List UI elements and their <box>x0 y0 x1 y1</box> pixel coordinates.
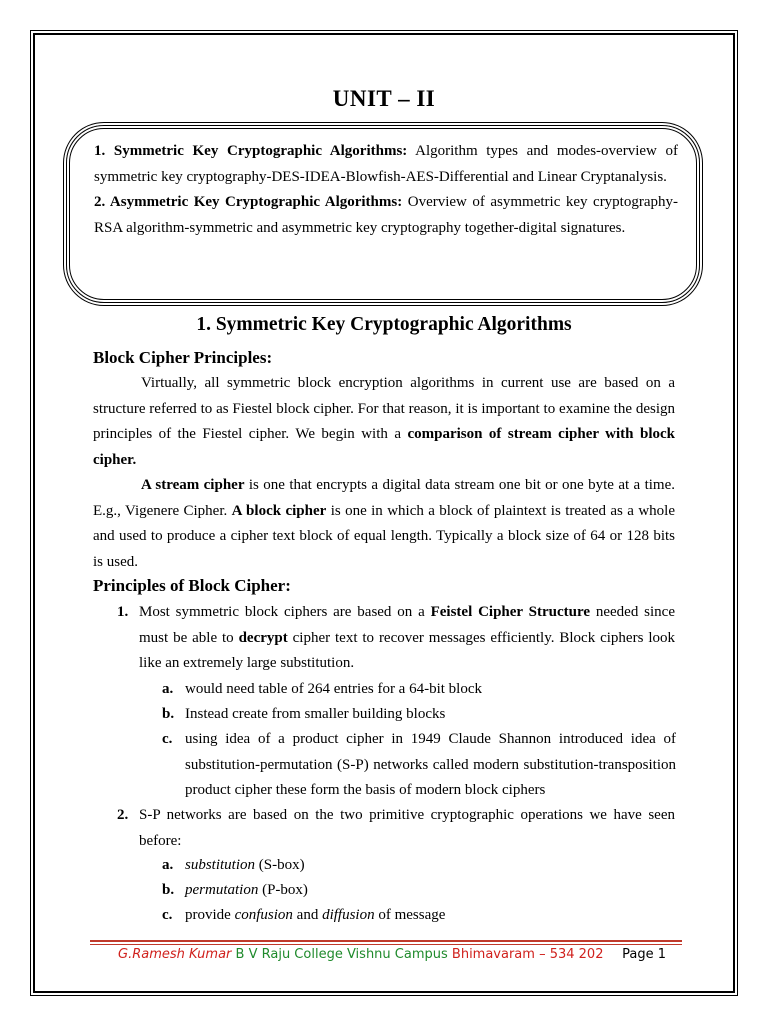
paragraph-stream-block <box>93 473 675 576</box>
sub-item-1b <box>162 702 676 728</box>
block-cipher-term: A block cipher <box>231 502 327 519</box>
paragraph-fiestel-bold: comparison of stream cipher with block cipher. <box>93 426 675 469</box>
footer-author: G.Ramesh Kumar <box>118 947 232 962</box>
principle-item-1-text <box>139 600 675 677</box>
stream-cipher-term: A stream cipher <box>141 477 245 493</box>
section-heading: 1. Symmetric Key Cryptographic Algorithms <box>196 314 572 335</box>
sub-item-2a <box>162 853 676 879</box>
sub-item-2c-letter: c. <box>162 907 173 923</box>
footer-rule-top <box>90 940 682 942</box>
footer-college: B V Raju College Vishnu Campus <box>231 947 452 962</box>
sub-item-2b <box>162 878 676 904</box>
sub-item-1c-letter: c. <box>162 731 173 747</box>
paragraph-fiestel-text: Virtually, all symmetric block encryption algorithms in current use are based on a structure referred to as Fiestel block cipher. For that reason, it is important to examine the design principles of the Fiestel cipher. We begin with a <box>93 375 675 443</box>
principle-item-1 <box>93 600 675 677</box>
diffusion-term: diffusion <box>322 907 375 923</box>
sub-item-2a-text <box>185 853 676 879</box>
principle-item-2-text: S-P networks are based on the two primitive cryptographic operations we have seen before: <box>139 807 675 849</box>
principle-item-1-t3: cipher text to recover messages efficiently. Block ciphers look like an extremely large substitution. <box>139 629 675 672</box>
principles-of-block-cipher-heading: Principles of Block Cipher: <box>93 576 291 595</box>
principle-item-1-t2: needed since must be able to <box>139 604 675 646</box>
sub-item-2a-suffix: (S-box) <box>255 857 305 873</box>
permutation-term: permutation <box>185 882 259 898</box>
confusion-term: confusion <box>234 907 293 923</box>
sub-item-2c-text <box>185 903 676 929</box>
sub-item-1c-text: using idea of a product cipher in 1949 Claude Shannon introduced idea of substitution-permutation (S-P) networks called modern substitution-transposition product cipher these form the basis of modern block ciphers <box>185 731 676 799</box>
footer-rule-bottom <box>90 944 682 945</box>
sub-item-1a-text: would need table of 264 entries for a 64-bit block <box>185 681 482 697</box>
footer-city: Bhimavaram – 534 202 <box>451 947 604 962</box>
substitution-term: substitution <box>185 857 256 873</box>
syllabus-item-1 <box>94 139 678 190</box>
sub-item-2c-t2: and <box>292 907 323 923</box>
sub-item-1c <box>162 727 676 804</box>
syllabus-item-2-text: Overview of asymmetric key cryptography-RSA algorithm-symmetric and asymmetric key cryptography together-digital signatures. <box>94 194 679 236</box>
paragraph-fiestel <box>93 371 675 474</box>
principle-item-2-number: 2. <box>117 807 129 823</box>
sub-item-2c-t3: of message <box>374 907 446 923</box>
footer-page-number: Page 1 <box>622 947 666 962</box>
sub-item-1a <box>162 677 676 703</box>
syllabus-item-1-text: Algorithm types and modes-overview of symmetric key cryptography-DES-IDEA-Blowfish-AES-Differential and Linear Cryptanalysis. <box>94 143 678 185</box>
block-cipher-principles-heading: Block Cipher Principles: <box>93 348 273 367</box>
page-footer <box>118 947 666 962</box>
principle-item-1-number: 1. <box>117 604 129 620</box>
sub-item-2c-t1: provide <box>185 907 235 923</box>
sub-item-2c <box>162 903 676 929</box>
block-cipher-def: is one in which a block of plaintext is treated as a whole and used to produce a cipher text block of equal length. Typically a block size of 64 or 128 bits is used. <box>93 502 676 571</box>
feistel-cipher-structure-term: Feistel Cipher Structure <box>430 604 591 620</box>
sub-item-2b-text <box>185 878 676 904</box>
sub-item-1b-text: Instead create from smaller building blocks <box>185 706 446 722</box>
syllabus-item-1-label: 1. Symmetric Key Cryptographic Algorithms: <box>94 143 408 159</box>
sub-item-2a-letter: a. <box>162 857 174 873</box>
sub-item-1b-letter: b. <box>162 706 175 722</box>
sub-item-2b-letter: b. <box>162 882 175 898</box>
syllabus-item-2 <box>94 190 678 241</box>
decrypt-term: decrypt <box>238 629 288 646</box>
syllabus-text <box>94 139 678 241</box>
sub-item-2b-suffix: (P-box) <box>258 882 308 898</box>
stream-cipher-def: is one that encrypts a digital data stream one bit or one byte at a time. E.g., Vigenere Cipher. <box>93 477 675 519</box>
principle-item-1-t1: Most symmetric block ciphers are based on a <box>139 604 431 620</box>
syllabus-item-2-label: 2. Asymmetric Key Cryptographic Algorithms: <box>94 194 403 210</box>
principle-item-2 <box>93 803 675 854</box>
sub-item-1a-letter: a. <box>162 681 174 697</box>
unit-title: UNIT – II <box>332 86 436 111</box>
